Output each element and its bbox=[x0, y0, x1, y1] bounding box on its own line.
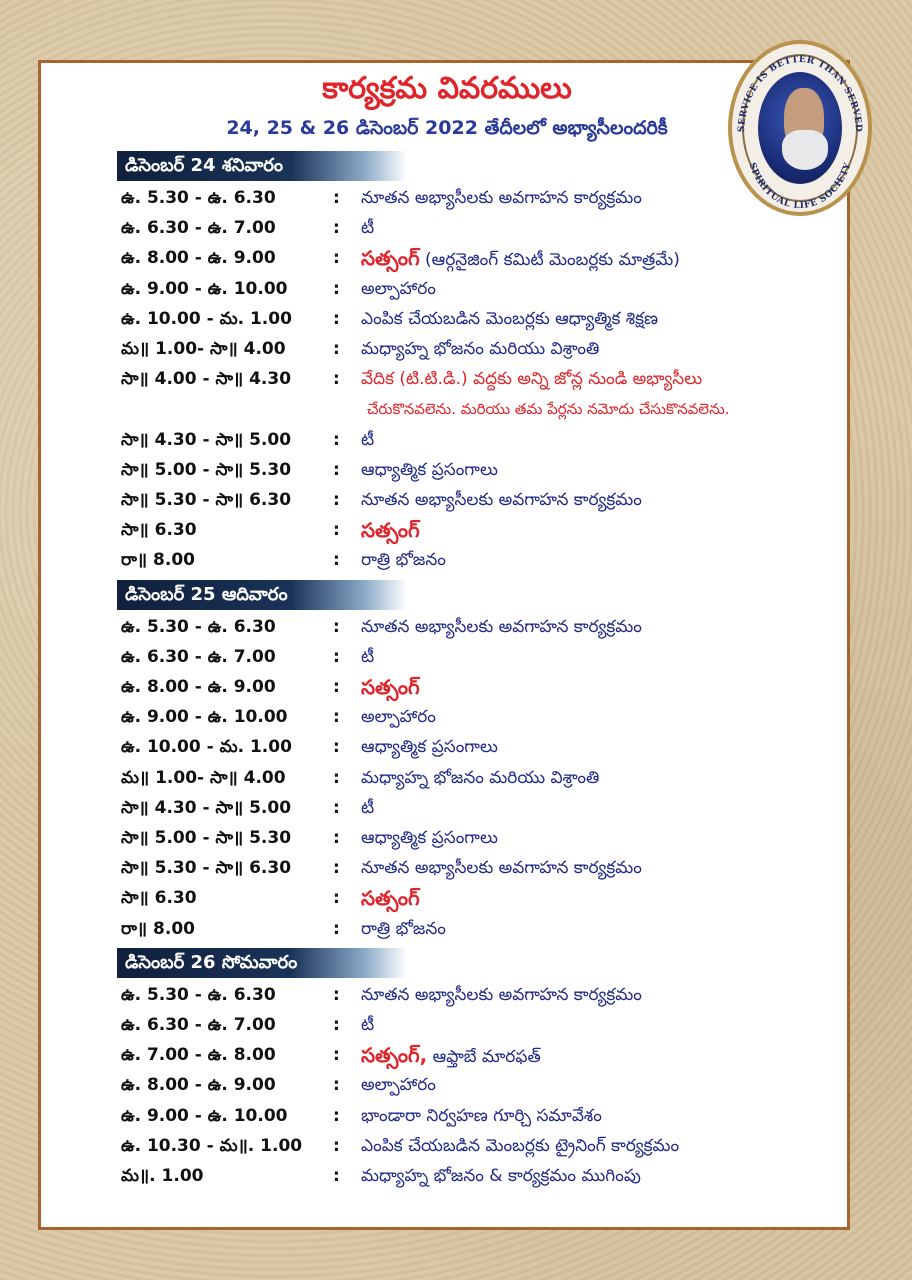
row-activity: నూతన అభ్యాసీలకు అవగాహన కార్యక్రమం bbox=[361, 490, 642, 510]
schedule-card bbox=[38, 60, 850, 1230]
row-time: సా॥ 5.00 - సా॥ 5.30 bbox=[121, 459, 292, 480]
row-time: సా॥ 6.30 bbox=[121, 888, 197, 909]
schedule-row-continuation bbox=[117, 394, 857, 424]
row-time: మ॥. 1.00 bbox=[121, 1166, 204, 1186]
row-time: ఉ. 6.30 - ఉ. 7.00 bbox=[121, 1015, 276, 1035]
row-time: ఉ. 5.30 - ఉ. 6.30 bbox=[121, 616, 276, 637]
row-time: సా॥ 5.30 - సా॥ 6.30 bbox=[121, 490, 292, 510]
row-activity: మధ్యాహ్న భోజనం & కార్యక్రమం ముగింపు bbox=[361, 1166, 641, 1186]
row-separator: : bbox=[333, 984, 340, 1005]
row-time: సా॥ 5.30 - సా॥ 6.30 bbox=[121, 858, 292, 879]
schedule-row bbox=[117, 763, 857, 793]
row-activity: అల్పాహారం bbox=[361, 278, 436, 299]
row-time: ఉ. 7.00 - ఉ. 8.00 bbox=[121, 1045, 276, 1066]
row-separator: : bbox=[333, 188, 340, 208]
row-activity: ఎంపిక చేయబడిన మెంబర్లకు ఆధ్యాత్మిక శిక్షణ bbox=[361, 308, 659, 329]
row-activity: ఆధ్యాత్మిక ప్రసంగాలు bbox=[361, 737, 498, 758]
row-separator: : bbox=[333, 550, 340, 571]
row-time: ఉ. 5.30 - ఉ. 6.30 bbox=[121, 984, 276, 1005]
schedule-row bbox=[117, 515, 857, 545]
society-logo bbox=[728, 40, 872, 216]
schedule-row bbox=[117, 243, 857, 273]
activity-note: (ఆర్గనైజింగ్ కమిటీ మెంబర్లకు మాత్రమే) bbox=[419, 250, 680, 271]
row-separator: : bbox=[333, 918, 340, 939]
satsang-highlight: సత్సంగ్ bbox=[361, 886, 420, 911]
row-separator: : bbox=[333, 308, 340, 329]
logo-ring-text bbox=[732, 44, 868, 212]
row-separator: : bbox=[333, 369, 340, 390]
schedule-row bbox=[117, 1010, 857, 1040]
row-time: రా॥ 8.00 bbox=[121, 550, 195, 571]
satsang-highlight: సత్సంగ్ bbox=[361, 246, 420, 271]
svg-text:SERVICE IS BETTER THAN SERVED bbox=[737, 55, 863, 133]
schedule-row bbox=[117, 980, 857, 1010]
row-separator: : bbox=[333, 459, 340, 480]
schedule-row bbox=[117, 1161, 857, 1191]
row-time: ఉ. 6.30 - ఉ. 7.00 bbox=[121, 646, 276, 667]
row-separator: : bbox=[333, 767, 340, 788]
row-time: సా॥ 5.00 - సా॥ 5.30 bbox=[121, 828, 292, 848]
row-activity bbox=[361, 243, 680, 275]
row-time: ఉ. 6.30 - ఉ. 7.00 bbox=[121, 218, 276, 239]
satsang-highlight: సత్సంగ్ bbox=[361, 518, 420, 543]
day-header: డిసెంబర్ 25 ఆదివారం bbox=[117, 580, 407, 610]
svg-text:SPIRITUAL LIFE SOCIETY bbox=[747, 162, 854, 212]
schedule-row bbox=[117, 1101, 857, 1131]
row-activity: టీ bbox=[361, 797, 375, 818]
row-time: ఉ. 8.00 - ఉ. 9.00 bbox=[121, 248, 276, 269]
day-header: డిసెంబర్ 24 శనివారం bbox=[117, 151, 407, 181]
row-activity: అల్పాహారం bbox=[361, 707, 436, 728]
satsang-highlight: సత్సంగ్, bbox=[361, 1043, 428, 1068]
row-activity: ఆధ్యాత్మిక ప్రసంగాలు bbox=[361, 459, 498, 480]
row-separator: : bbox=[333, 737, 340, 758]
row-activity: మధ్యాహ్న భోజనం మరియు విశ్రాంతి bbox=[361, 767, 600, 788]
schedule-row bbox=[117, 455, 857, 485]
row-activity: ఎంపిక చేయబడిన మెంబర్లకు ట్రైనింగ్ కార్యక్రమం bbox=[361, 1135, 680, 1156]
row-activity: మధ్యాహ్న భోజనం మరియు విశ్రాంతి bbox=[361, 339, 600, 359]
row-separator: : bbox=[333, 1166, 340, 1186]
row-time: ఉ. 9.00 - ఉ. 10.00 bbox=[121, 278, 288, 299]
satsang-highlight: సత్సంగ్ bbox=[361, 675, 420, 699]
row-activity: వేదిక (టి.టి.డి.) వద్దకు అన్ని జోన్ల నుండి అభ్యాసీలు bbox=[361, 369, 703, 390]
row-separator: : bbox=[333, 888, 340, 909]
row-time: ఉ. 10.00 - మ. 1.00 bbox=[121, 737, 292, 758]
schedule-row bbox=[117, 672, 857, 702]
row-separator: : bbox=[333, 1105, 340, 1126]
row-separator: : bbox=[333, 858, 340, 879]
schedule-row bbox=[117, 823, 857, 853]
schedule-row bbox=[117, 304, 857, 334]
row-separator: : bbox=[333, 520, 340, 541]
row-separator: : bbox=[333, 490, 340, 510]
row-separator: : bbox=[333, 248, 340, 269]
day-header: డిసెంబర్ 26 సోమవారం bbox=[117, 948, 407, 978]
logo-text-top: SERVICE IS BETTER THAN SERVED bbox=[736, 54, 864, 133]
row-time: సా॥ 4.00 - సా॥ 4.30 bbox=[121, 369, 292, 390]
row-activity: టీ bbox=[361, 429, 375, 450]
row-activity bbox=[361, 515, 420, 547]
row-time: ఉ. 9.00 - ఉ. 10.00 bbox=[121, 707, 288, 728]
row-time: ఉ. 5.30 - ఉ. 6.30 bbox=[121, 188, 276, 208]
row-activity: నూతన అభ్యాసీలకు అవగాహన కార్యక్రమం bbox=[361, 616, 642, 637]
schedule-row bbox=[117, 213, 857, 243]
logo-text-bottom: SPIRITUAL LIFE SOCIETY bbox=[746, 161, 854, 212]
row-separator: : bbox=[333, 707, 340, 728]
row-separator: : bbox=[333, 339, 340, 359]
schedule-row bbox=[117, 853, 857, 883]
row-separator: : bbox=[333, 646, 340, 667]
row-time: ఉ. 10.00 - మ. 1.00 bbox=[121, 308, 292, 329]
row-time: సా॥ 4.30 - సా॥ 5.00 bbox=[121, 429, 292, 450]
row-time: సా॥ 4.30 - సా॥ 5.00 bbox=[121, 797, 292, 818]
page-subtitle: 24, 25 & 26 డిసెంబర్ 2022 తేదీలలో అభ్యాసీలందరికీ bbox=[226, 117, 668, 139]
row-activity: నూతన అభ్యాసీలకు అవగాహన కార్యక్రమం bbox=[361, 188, 642, 208]
schedule-row bbox=[117, 732, 857, 762]
schedule-row bbox=[117, 702, 857, 732]
schedule-row bbox=[117, 883, 857, 913]
row-activity: భాండారా నిర్వహణ గూర్చి సమావేశం bbox=[361, 1105, 602, 1126]
row-time: మ॥ 1.00- సా॥ 4.00 bbox=[121, 339, 286, 359]
row-activity: రాత్రి భోజనం bbox=[361, 550, 446, 571]
schedule-row bbox=[117, 612, 857, 642]
row-separator: : bbox=[333, 218, 340, 239]
schedule-row bbox=[117, 545, 857, 575]
row-separator: : bbox=[333, 1015, 340, 1035]
row-activity: టీ bbox=[361, 218, 375, 239]
row-time: సా॥ 6.30 bbox=[121, 520, 197, 541]
schedule-row bbox=[117, 1131, 857, 1161]
page-title: కార్యక్రమ వివరములు bbox=[322, 71, 572, 106]
activity-continuation: చేరుకొనవలెను. మరియు తమ పేర్లను నమోదు చేసుకొనవలెను. bbox=[367, 400, 730, 419]
row-time: రా॥ 8.00 bbox=[121, 918, 195, 939]
row-activity: రాత్రి భోజనం bbox=[361, 918, 446, 939]
schedule-row bbox=[117, 425, 857, 455]
row-separator: : bbox=[333, 429, 340, 450]
schedule-row bbox=[117, 334, 857, 364]
row-separator: : bbox=[333, 1135, 340, 1156]
schedule-row bbox=[117, 1040, 857, 1070]
schedule-row bbox=[117, 914, 857, 944]
row-activity: టీ bbox=[361, 646, 375, 667]
row-separator: : bbox=[333, 616, 340, 637]
row-activity: టీ bbox=[361, 1015, 375, 1035]
row-time: ఉ. 10.30 - మ॥. 1.00 bbox=[121, 1135, 303, 1156]
row-activity: నూతన అభ్యాసీలకు అవగాహన కార్యక్రమం bbox=[361, 984, 642, 1005]
row-activity: అల్పాహారం bbox=[361, 1075, 436, 1096]
row-time: ఉ. 8.00 - ఉ. 9.00 bbox=[121, 677, 276, 697]
row-separator: : bbox=[333, 677, 340, 697]
schedule-row bbox=[117, 642, 857, 672]
row-activity bbox=[361, 1040, 541, 1072]
schedule-row bbox=[117, 364, 857, 394]
schedule-row bbox=[117, 485, 857, 515]
row-activity: ఆధ్యాత్మిక ప్రసంగాలు bbox=[361, 828, 498, 848]
row-separator: : bbox=[333, 1075, 340, 1096]
row-separator: : bbox=[333, 1045, 340, 1066]
row-activity: నూతన అభ్యాసీలకు అవగాహన కార్యక్రమం bbox=[361, 858, 642, 879]
row-separator: : bbox=[333, 278, 340, 299]
row-time: ఉ. 9.00 - ఉ. 10.00 bbox=[121, 1105, 288, 1126]
row-separator: : bbox=[333, 828, 340, 848]
row-separator: : bbox=[333, 797, 340, 818]
schedule-row bbox=[117, 1070, 857, 1100]
schedule-row bbox=[117, 274, 857, 304]
row-time: మ॥ 1.00- సా॥ 4.00 bbox=[121, 767, 286, 788]
schedule-row bbox=[117, 793, 857, 823]
activity-note: ఆఫ్తాబే మారఫత్ bbox=[427, 1047, 541, 1068]
row-activity bbox=[361, 883, 420, 915]
row-time: ఉ. 8.00 - ఉ. 9.00 bbox=[121, 1075, 276, 1096]
row-activity bbox=[361, 672, 420, 704]
